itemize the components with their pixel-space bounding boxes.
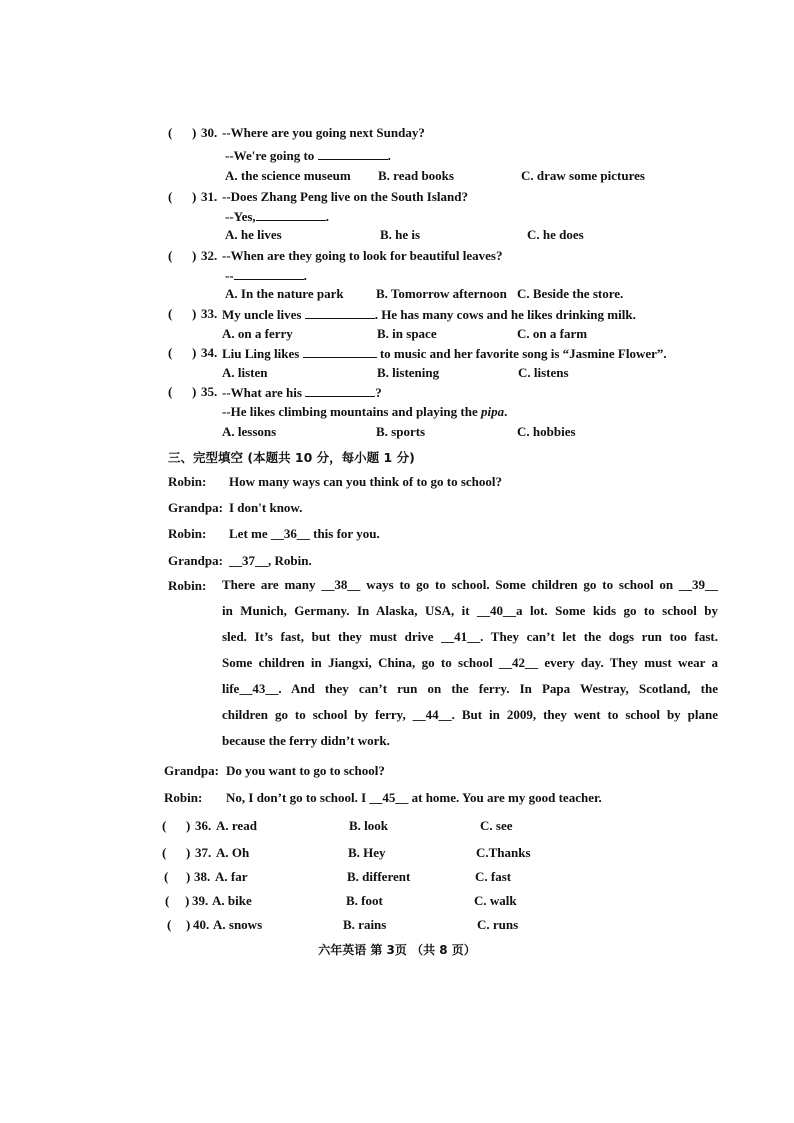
speaker: Robin: <box>168 578 207 593</box>
question-number: 30. <box>201 125 218 140</box>
dialogue-line: __37__, Robin. <box>229 553 312 568</box>
dialogue-line: Let me __36__ this for you. <box>229 526 380 541</box>
question-number: 34. <box>201 345 218 360</box>
answer-paren-close: ) <box>192 248 197 263</box>
option-b: B. different <box>347 869 411 884</box>
answer-paren-open[interactable]: ( <box>162 845 167 860</box>
speaker: Grandpa: <box>168 553 223 568</box>
question-number: 36. <box>195 818 212 833</box>
passage-line: in Munich, Germany. In Alaska, USA, it __40__a lot. Some kids go to school by <box>222 603 718 618</box>
option-c: C. walk <box>474 893 517 908</box>
answer-blank[interactable] <box>318 147 388 160</box>
question-sub: --He likes climbing mountains and playing the pipa. <box>222 404 508 419</box>
answer-paren-close: ) <box>186 869 191 884</box>
page-footer: 六年英语 第 3页 （共 8 页） <box>318 943 476 957</box>
option-a: A. far <box>215 869 248 884</box>
question-number: 31. <box>201 189 218 204</box>
option-a: A. the science museum <box>225 168 351 183</box>
answer-paren-open[interactable]: ( <box>167 917 172 932</box>
question-number: 40. <box>193 917 210 932</box>
option-b: B. he is <box>380 227 421 242</box>
option-c: C. fast <box>475 869 512 884</box>
answer-blank[interactable] <box>256 208 326 221</box>
speaker: Grandpa: <box>168 500 223 515</box>
question-sub: --We're going to . <box>225 148 391 163</box>
option-a: A. Oh <box>216 845 250 860</box>
answer-blank[interactable] <box>303 345 377 358</box>
question-number: 35. <box>201 384 218 399</box>
option-c: C. he does <box>527 227 584 242</box>
answer-blank[interactable] <box>305 384 375 397</box>
option-c: C. Beside the store. <box>517 286 624 301</box>
option-b: B. sports <box>376 424 426 439</box>
option-b: B. foot <box>346 893 383 908</box>
cloze-passage <box>222 572 718 754</box>
option-c: C. listens <box>518 365 569 380</box>
answer-paren-open[interactable]: ( <box>168 248 173 263</box>
passage-line: There are many __38__ ways to go to school. Some children go to school on __39__ <box>222 577 718 592</box>
question-sub: --Yes, . <box>225 209 329 224</box>
option-a: A. listen <box>222 365 268 380</box>
answer-paren-close: ) <box>186 917 191 932</box>
answer-paren-close: ) <box>186 818 191 833</box>
answer-paren-open[interactable]: ( <box>165 893 170 908</box>
option-c: C. runs <box>477 917 519 932</box>
question-sub: -- . <box>225 268 307 283</box>
answer-paren-open[interactable]: ( <box>162 818 167 833</box>
option-b: B. listening <box>377 365 440 380</box>
option-b: B. Tomorrow afternoon <box>376 286 507 301</box>
question-stem: --Does Zhang Peng live on the South Island? <box>222 189 468 204</box>
option-b: B. in space <box>377 326 437 341</box>
answer-blank[interactable] <box>234 267 304 280</box>
section-heading: 三、完型填空 (本题共 10 分，每小题 1 分) <box>168 450 415 465</box>
option-a: A. snows <box>213 917 263 932</box>
question-stem: My uncle lives . He has many cows and he likes drinking milk. <box>222 307 636 322</box>
question-number: 38. <box>194 869 211 884</box>
option-c: C.Thanks <box>476 845 531 860</box>
question-number: 32. <box>201 248 218 263</box>
passage-line: life__43__. And they can’t run on the ferry. In Papa Westray, Scotland, the <box>222 681 718 696</box>
question-stem: --What are his ? <box>222 385 382 400</box>
answer-paren-open[interactable]: ( <box>168 384 173 399</box>
passage-line: sled. It’s fast, but they must drive __41__. They can’t let the dogs run too fast. <box>222 629 718 644</box>
answer-paren-close: ) <box>192 306 197 321</box>
option-a: A. bike <box>212 893 252 908</box>
answer-paren-close: ) <box>192 384 197 399</box>
answer-paren-open[interactable]: ( <box>168 125 173 140</box>
answer-blank[interactable] <box>305 306 375 319</box>
passage-line: because the ferry didn’t work. <box>222 733 390 748</box>
option-c: C. see <box>480 818 513 833</box>
question-number: 39. <box>192 893 209 908</box>
option-a: A. he lives <box>225 227 282 242</box>
option-c: C. draw some pictures <box>521 168 645 183</box>
option-a: A. lessons <box>222 424 277 439</box>
speaker: Robin: <box>168 474 207 489</box>
question-number: 33. <box>201 306 218 321</box>
answer-paren-close: ) <box>192 345 197 360</box>
question-stem: --Where are you going next Sunday? <box>222 125 425 140</box>
dialogue-line: I don't know. <box>229 500 303 515</box>
option-b: B. look <box>349 818 389 833</box>
option-a: A. read <box>216 818 257 833</box>
question-stem: --When are they going to look for beautiful leaves? <box>222 248 503 263</box>
option-a: A. on a ferry <box>222 326 293 341</box>
option-a: A. In the nature park <box>225 286 344 301</box>
speaker: Grandpa: <box>164 763 219 778</box>
speaker: Robin: <box>164 790 203 805</box>
answer-paren-open[interactable]: ( <box>168 345 173 360</box>
dialogue-line: No, I don’t go to school. I __45__ at home. You are my good teacher. <box>226 790 602 805</box>
dialogue-line: Do you want to go to school? <box>226 763 385 778</box>
dialogue-line: How many ways can you think of to go to school? <box>229 474 503 489</box>
option-b: B. rains <box>343 917 387 932</box>
question-stem: Liu Ling likes to music and her favorite song is “Jasmine Flower”. <box>222 346 667 361</box>
option-c: C. on a farm <box>517 326 588 341</box>
answer-paren-close: ) <box>192 125 197 140</box>
answer-paren-open[interactable]: ( <box>168 189 173 204</box>
answer-paren-open[interactable]: ( <box>164 869 169 884</box>
question-number: 37. <box>195 845 212 860</box>
speaker: Robin: <box>168 526 207 541</box>
answer-paren-close: ) <box>186 845 191 860</box>
answer-paren-open[interactable]: ( <box>168 306 173 321</box>
answer-paren-close: ) <box>185 893 190 908</box>
passage-line: children go to school by ferry, __44__. But in 2009, they went to school by plane <box>222 707 718 722</box>
option-b: B. read books <box>378 168 454 183</box>
passage-line: Some children in Jiangxi, China, go to school __42__ every day. They must wear a <box>222 655 718 670</box>
answer-paren-close: ) <box>192 189 197 204</box>
option-c: C. hobbies <box>517 424 576 439</box>
option-b: B. Hey <box>348 845 386 860</box>
